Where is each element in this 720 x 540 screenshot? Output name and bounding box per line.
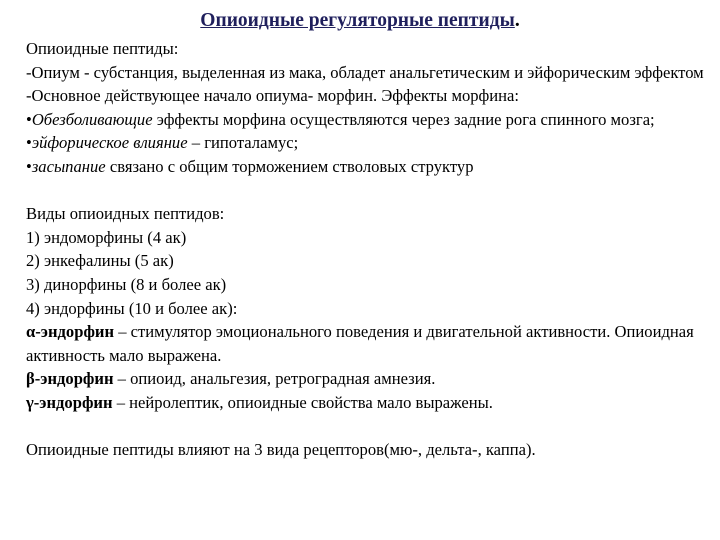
slide-body xyxy=(26,37,711,462)
effect-text: – гипоталамус; xyxy=(187,133,299,153)
principle-line: -Основное действующее начало опиума- морфин. Эффекты морфина: xyxy=(26,86,520,106)
effect-term: засыпание xyxy=(31,156,106,176)
receptors-line: Опиоидные пептиды влияют на 3 вида рецепторов(мю-, дельта-, каппа). xyxy=(26,440,536,460)
endorphin-name: -эндорфин xyxy=(33,392,113,412)
effect-item xyxy=(26,131,711,155)
effect-text: связано с общим торможением стволовых структур xyxy=(105,156,474,176)
title-period: . xyxy=(514,10,520,31)
endorphin-gamma xyxy=(26,391,711,415)
effect-item xyxy=(26,155,711,179)
endorphin-alpha xyxy=(26,320,711,367)
effect-item xyxy=(26,108,711,132)
intro-heading: Опиоидные пептиды: xyxy=(26,39,179,58)
endorphin-name: -эндорфин xyxy=(34,369,114,389)
effect-term: Обезболивающие xyxy=(31,109,153,129)
type-item: 1) эндоморфины (4 ак) xyxy=(26,227,187,247)
endorphin-desc: – опиоид, анальгезия, ретроградная амнезия. xyxy=(113,369,436,389)
effect-term: эйфорическое влияние xyxy=(31,133,188,153)
bullet: • xyxy=(26,109,32,129)
bullet: • xyxy=(26,156,32,176)
endorphin-desc: – стимулятор эмоционального поведения и двигательной активности. Опиоидная активность мало выражена. xyxy=(26,322,694,365)
endorphin-desc: – нейролептик, опиоидные свойства мало выражены. xyxy=(112,392,493,412)
bullet: • xyxy=(26,133,32,153)
effect-text: эффекты морфина осуществляются через задние рога спинного мозга; xyxy=(152,109,655,129)
greek-letter: β xyxy=(26,369,35,389)
type-item: 3) динорфины (8 и более ак) xyxy=(26,274,227,294)
endorphin-beta xyxy=(26,367,711,391)
title-text: Опиоидные регуляторные пептиды xyxy=(200,10,515,31)
slide-title xyxy=(0,8,720,34)
spacer xyxy=(26,179,711,203)
type-item: 2) энкефалины (5 ак) xyxy=(26,251,174,271)
greek-letter: γ xyxy=(26,392,34,412)
type-item: 4) эндорфины (10 и более ак): xyxy=(26,298,238,318)
opium-line: -Опиум - субстанция, выделенная из мака, обладет анальгетическим и эйфорическим эффектом xyxy=(26,62,704,82)
greek-letter: α xyxy=(26,322,36,342)
types-heading: Виды опиоидных пептидов: xyxy=(26,204,225,224)
endorphin-name: -эндорфин xyxy=(35,322,115,342)
spacer xyxy=(26,415,711,439)
